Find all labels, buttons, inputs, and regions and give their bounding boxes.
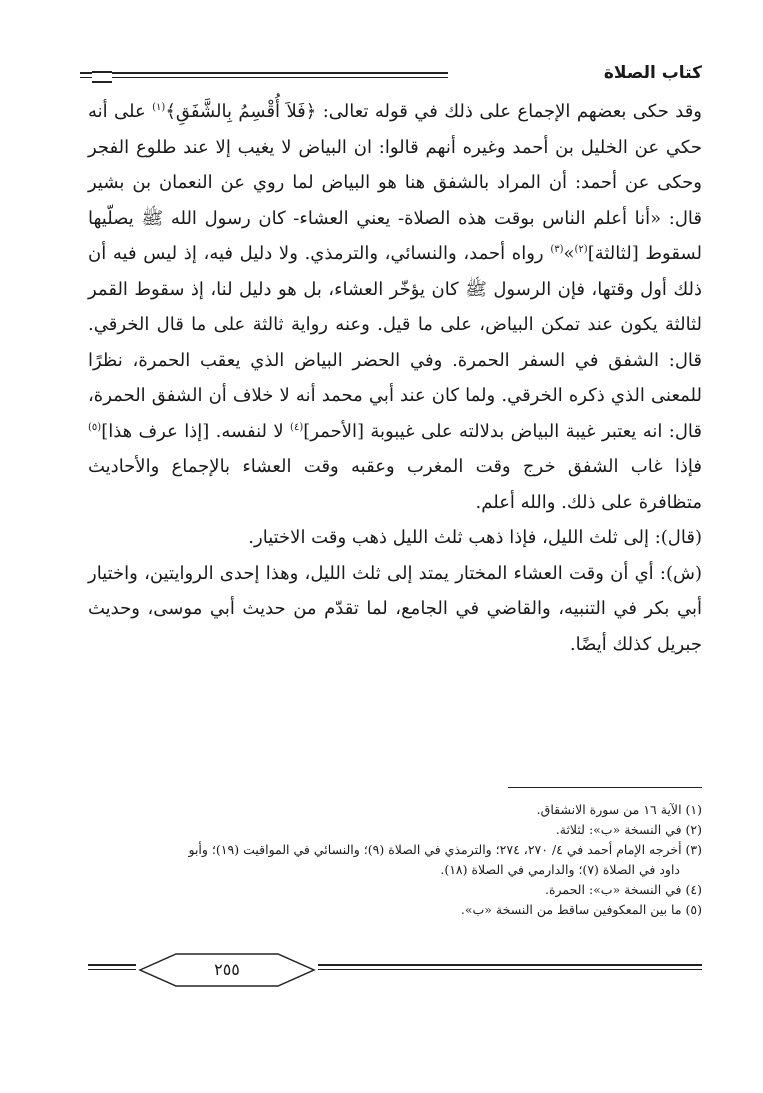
- footnote-divider: [508, 787, 702, 788]
- footnote-4: (٤) في النسخة «ب»: الحمرة.: [544, 882, 702, 897]
- page-number: ٢٥٥: [214, 960, 240, 979]
- footnote-3: (٣) أخرجه الإمام أحمد في ٤/ ٢٧٠، ٢٧٤؛ والترمذي في الصلاة (٩)؛ والنسائي في المواقيت (١٩)؛ وأبو: [188, 842, 702, 857]
- footnote-3-continued: داود في الصلاة (٧)؛ والدارمي في الصلاة (١٨).: [440, 862, 680, 877]
- paragraph-1: وقد حكى بعضهم الإجماع على ذلك في قوله تعالى: ﴿فَلاَ أُقْسِمُ بِالشَّفَقِ﴾$^{(١)}$ على أنه حكي عن الخليل بن أحمد وغيره أنهم قالوا: ان البياض لا يغيب إلا عند طلوع الفجر وحكى عن أحمد: أن المراد بالشفق هنا هو البياض لما روي عن النعمان بن بشير قال: «أنا أعلم الناس بوقت هذه الصلاة- يعني العشاء- كان رسول الله ﷺ يصلّيها لسقوط [لثالثة]$^{(٢)}$»$^{(٣)}$ رواه أحمد، والنسائي، والترمذي. ولا دليل فيه، إذ ليس فيه أن ذلك أول وقتها، فإن الرسول ﷺ كان يؤخّر العشاء، بل هو دليل لنا، إذ سقوط القمر لثالثة يكون عند تمكن البياض، على ما قيل. وعنه رواية ثالثة على ما قال الخرقي. قال: الشفق في السفر الحمرة. وفي الحضر البياض الذي يعقب الحمرة، نظرًا للمعنى الذي ذكره الخرقي. ولما كان عند أبي محمد أنه لا خلاف أن الشفق الحمرة، قال: انه يعتبر غيبة البياض بدلالته على غيبوبة [الأحمر]$^{(٤)}$ لا لنفسه. [إذا عرف هذا]$^{(٥)}$ فإذا غاب الشفق خرج وقت المغرب وعقبه وقت العشاء بالإجماع والأحاديث متظافرة على ذلك. والله أعلم.: [88, 101, 702, 513]
- footnote-ref-1: (١): [152, 102, 166, 113]
- header-ornament: [92, 71, 112, 83]
- footnote-2: (٢) في النسخة «ب»: لثلاثة.: [555, 822, 702, 837]
- main-text: [88, 94, 702, 662]
- header-rule: [80, 72, 448, 80]
- page-footer: [88, 952, 702, 988]
- footnote-ref-2: (٢): [574, 244, 588, 255]
- footnote-ref-3: (٣): [550, 244, 564, 255]
- footnote-1: (١) الآية ١٦ من سورة الانشقاق.: [536, 802, 702, 817]
- chapter-title: كتاب الصلاة: [603, 63, 702, 83]
- paragraph-2: (قال): إلى ثلث الليل، فإذا ذهب ثلث الليل ذهب وقت الاختيار.: [248, 527, 702, 548]
- footnote-ref-4: (٤): [290, 421, 304, 433]
- page-header: [80, 60, 702, 90]
- footnote-5: (٥) ما بين المعكوفين ساقط من النسخة «ب».: [460, 902, 702, 917]
- footer-rule-right: [318, 964, 702, 972]
- footer-rule-left: [88, 964, 136, 972]
- footnotes: [80, 800, 702, 920]
- paragraph-3: (ش): أي أن وقت العشاء المختار يمتد إلى ثلث الليل، وهذا إحدى الروايتين، واختيار أبي بكر في التنبيه، والقاضي في الجامع، لما تقدّم من حديث أبي موسى، وحديث جبريل كذلك أيضًا.: [88, 562, 702, 655]
- page-number-badge: [136, 952, 318, 988]
- footnote-ref-5: (٥): [88, 421, 102, 433]
